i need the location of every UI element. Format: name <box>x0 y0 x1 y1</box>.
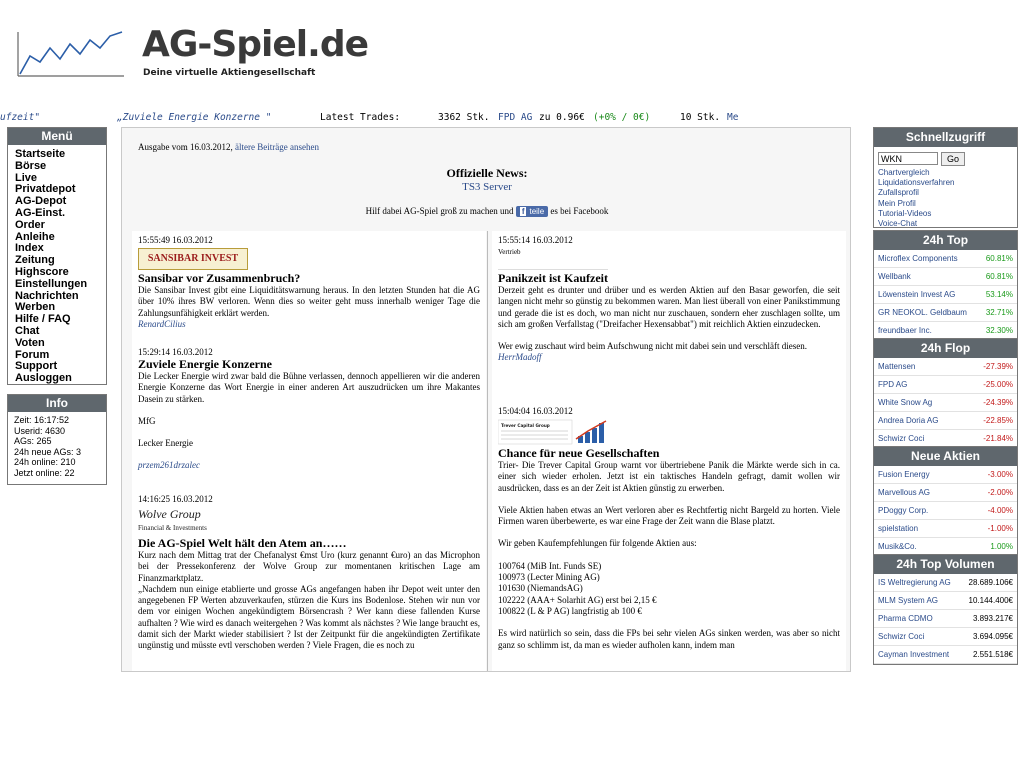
article-author[interactable]: RenardCilius <box>138 318 186 329</box>
stock-volume: 2.551.518€ <box>972 650 1013 659</box>
menu-link[interactable]: Startseite <box>15 148 66 160</box>
new-stock-row[interactable] <box>874 484 1017 502</box>
stock-name[interactable]: MLM System AG <box>878 596 939 605</box>
ticker-trade1-qty: 3362 Stk. <box>438 112 490 123</box>
sansibar-logo: SANSIBAR INVEST <box>138 248 248 270</box>
site-title[interactable]: AG-Spiel.de <box>142 24 369 65</box>
article-author[interactable]: HerrMadoff <box>498 352 542 363</box>
stock-change: -4.00% <box>987 506 1013 515</box>
top-volume-box <box>873 554 1018 665</box>
article-time: 15:04:04 16.03.2012 <box>498 406 573 416</box>
article-energie <box>138 347 480 470</box>
menu-link[interactable]: Hilfe / FAQ <box>15 313 71 326</box>
article-title[interactable]: Zuviele Energie Konzerne <box>138 357 272 371</box>
flop-row[interactable] <box>874 412 1017 430</box>
quick-link-voice-chat[interactable]: Voice-Chat <box>878 219 918 229</box>
info-24h-online: 24h online: 210 <box>14 457 76 468</box>
info-title: Info <box>8 395 106 412</box>
volume-row[interactable] <box>874 628 1017 646</box>
quick-access-box <box>873 127 1018 228</box>
article-body-4: Es wird natürlich so sein, dass die FPs bei sehr vielen AGs sinken werden, was aber so nicht ganz so schlimm ist, da man es wieder aufholen kann, indem man <box>498 628 840 650</box>
ticker-quote[interactable]: „Zuviele Energie Konzerne " <box>117 112 272 123</box>
stock-name[interactable]: freundbaer Inc. <box>878 326 932 335</box>
quick-link-zufallsprofil[interactable]: Zufallsprofil <box>878 188 919 198</box>
facebook-share-label: teile <box>529 207 545 217</box>
top-row[interactable] <box>874 268 1017 286</box>
stock-change: 60.81% <box>985 254 1013 263</box>
stock-volume: 3.694.095€ <box>972 632 1013 641</box>
info-box <box>7 394 107 485</box>
info-now-online: Jetzt online: 22 <box>14 467 75 478</box>
stock-name[interactable]: IS Weltregierung AG <box>878 578 951 587</box>
top-24h-title: 24h Top <box>874 231 1017 250</box>
stock-name[interactable]: spielstation <box>878 524 919 533</box>
article-title[interactable]: Die AG-Spiel Welt hält den Atem an…… <box>138 536 347 550</box>
stock-volume: 3.893.217€ <box>972 614 1013 623</box>
article-time: 15:29:14 16.03.2012 <box>138 347 213 357</box>
new-stock-row[interactable] <box>874 502 1017 520</box>
article-sign-name: Lecker Energie <box>138 438 194 449</box>
stock-change: -3.00% <box>987 470 1013 479</box>
stock-volume: 28.689.106€ <box>968 578 1013 587</box>
facebook-f-icon: f <box>521 207 525 217</box>
quick-link-tutorial-videos[interactable]: Tutorial-Videos <box>878 208 932 218</box>
trever-logo-label: Trever Capital Group <box>501 423 550 428</box>
menu-link[interactable]: Highscore <box>15 265 69 278</box>
article-time: 15:55:14 16.03.2012 <box>498 235 573 245</box>
article-sign-mfg: MfG <box>138 415 156 426</box>
recommendation-item: 100822 (L & P AG) langfristig ab 100 € <box>498 605 642 616</box>
edition-line <box>138 142 319 152</box>
menu-link[interactable]: Börse <box>15 159 47 172</box>
stock-name[interactable]: Pharma CDMO <box>878 614 933 623</box>
stock-volume: 10.144.400€ <box>968 596 1013 605</box>
top-row[interactable] <box>874 286 1017 304</box>
article-body: Die Sansibar Invest gibt eine Liquiditätswarnung heraus. In den letzten Stunden hat die AG über 10% ihres BW verloren. Wenn dies so weiter geht muss innerhalb weniger Tage die Zahlungsunfähigkeit erklärt werden. <box>138 285 480 318</box>
menu-link[interactable]: Forum <box>15 348 50 361</box>
article-body: Kurz nach dem Mittag trat der Chefanalyst €mst Uro (kurz genannt €uro) an das Microphon bei der Pressekonferenz der Wolve Group zur momentanen kritischen Lage am Finanzmarktplatz. <box>138 550 480 583</box>
article-body-2: „Nachdem nun einige etablierte und grosse AGs angefangen haben ihr Depot weit unter den angegebenen FP Werten abzuverkaufen, stürzen die Kurs ins Bodenlose. Stehen wir nun vor dem vor einigen Wochen angekündigtem Börsencrash ? Wer kann diese fallenden Kurse aufhalten ? Wie wird es danach weitergehen ? Was kommt als nächstes ? Wie lange braucht es, damit sich der Markt wieder stabilisiert ? Ist der Zeitpunkt für die angekündigten Zertifikate ungünstig und müsste evtl verschoben werden ? Viele Fragen, die es noch zu <box>138 583 480 651</box>
menu-link[interactable]: Nachrichten <box>15 289 79 302</box>
article-title[interactable]: Panikzeit ist Kaufzeit <box>498 271 608 285</box>
stock-change: -24.39% <box>983 398 1013 407</box>
facebook-line <box>122 206 851 217</box>
new-stock-row[interactable] <box>874 466 1017 484</box>
article-body-2: Wer ewig zuschaut wird beim Aufschwung nicht mit dabei sein und verschläft diesen. <box>498 341 807 352</box>
article-time: 14:16:25 16.03.2012 <box>138 494 213 504</box>
ticker-trade2-name[interactable]: Me <box>727 112 739 123</box>
stock-name[interactable]: Fusion Energy <box>878 470 930 479</box>
news-ticker <box>0 112 1024 126</box>
older-posts-link[interactable]: ältere Beiträge ansehen <box>235 142 319 152</box>
recommendation-item: 102222 (AAA+ Solarhit AG) erst bei 2,15 € <box>498 594 657 605</box>
stock-change: -27.39% <box>983 362 1013 371</box>
new-stocks-title: Neue Aktien <box>874 447 1017 466</box>
info-time: Zeit: 16:17:52 <box>14 415 70 425</box>
ticker-trade1-change: (+0% / 0€) <box>593 112 651 123</box>
menu-link[interactable]: Order <box>15 218 45 231</box>
article-sansibar <box>138 235 480 329</box>
menu-link[interactable]: AG-Einst. <box>15 206 66 219</box>
edition-date: Ausgabe vom 16.03.2012, <box>138 142 233 152</box>
stock-change: -22.85% <box>983 416 1013 425</box>
quick-access-title: Schnellzugriff <box>874 128 1017 147</box>
stock-change: 1.00% <box>990 542 1013 551</box>
facebook-share-button[interactable] <box>516 206 548 217</box>
ticker-latest-label: Latest Trades: <box>320 112 401 123</box>
flop-row[interactable] <box>874 394 1017 412</box>
stock-change: 32.30% <box>985 326 1013 335</box>
volume-row[interactable] <box>874 592 1017 610</box>
article-title[interactable]: Sansibar vor Zusammenbruch? <box>138 271 301 285</box>
stock-name[interactable]: FPD AG <box>878 380 908 389</box>
quick-link-mein-profil[interactable]: Mein Profil <box>878 198 916 208</box>
recommendation-item: 100764 (MiB Int. Funds SE) <box>498 560 602 571</box>
official-news-title: Offizielle News: <box>446 166 528 180</box>
info-new-ags: 24h neue AGs: 3 <box>14 446 82 457</box>
go-button[interactable]: Go <box>941 152 965 166</box>
menu-link[interactable]: Anleihe <box>15 230 55 243</box>
stock-name[interactable]: Musik&Co. <box>878 542 917 551</box>
stock-change: 53.14% <box>985 290 1013 299</box>
article-chance <box>498 406 840 651</box>
menu-link[interactable]: Voten <box>15 336 45 349</box>
stock-change: 32.71% <box>985 308 1013 317</box>
article-wolve <box>138 494 480 652</box>
new-stocks-box <box>873 446 1018 555</box>
stock-name[interactable]: Marvellous AG <box>878 488 931 497</box>
stock-change: -2.00% <box>987 488 1013 497</box>
news-column-left <box>132 231 486 672</box>
stock-change: -21.84% <box>983 434 1013 443</box>
stock-name[interactable]: Wellbank <box>878 272 911 281</box>
volume-row[interactable] <box>874 610 1017 628</box>
stock-name[interactable]: Microflex Components <box>878 254 958 263</box>
menu-link[interactable]: Index <box>15 242 44 255</box>
flop-row[interactable] <box>874 358 1017 376</box>
article-title[interactable]: Chance für neue Gesellschaften <box>498 446 660 460</box>
stock-name[interactable]: Löwenstein Invest AG <box>878 290 956 299</box>
article-panikzeit <box>498 235 840 362</box>
article-author[interactable]: przem261drzalec <box>138 460 200 471</box>
recommendation-item: 101630 (NiemandsAG) <box>498 583 583 594</box>
menu-link[interactable]: Werben <box>15 301 56 314</box>
quick-links <box>878 168 1013 229</box>
top-volume-title: 24h Top Volumen <box>874 555 1017 574</box>
wkn-search-form <box>878 151 1013 166</box>
stock-name[interactable]: Schwizr Coci <box>878 632 925 641</box>
facebook-pre-text: Hilf dabei AG-Spiel groß zu machen und <box>365 206 514 216</box>
stock-name[interactable]: PDoggy Corp. <box>878 506 929 515</box>
menu-link[interactable]: Chat <box>15 324 40 337</box>
wolve-logo-text: Wolve Group <box>138 507 201 521</box>
article-body-3: Wir geben Kaufempfehlungen für folgende Aktien aus: <box>498 538 697 549</box>
menu-title: Menü <box>8 128 106 145</box>
stock-change: -1.00% <box>987 524 1013 533</box>
top-row[interactable] <box>874 304 1017 322</box>
ticker-trade1-price: zu 0.96€ <box>539 112 585 123</box>
wolve-group-logo <box>138 507 246 535</box>
trever-capital-chart-icon <box>498 419 608 445</box>
site-subtitle: Deine virtuelle Aktiengesellschaft <box>143 68 316 78</box>
flop-row[interactable] <box>874 376 1017 394</box>
ticker-trade2-qty: 10 Stk. <box>680 112 721 123</box>
menu-item-ausloggen[interactable] <box>15 373 106 385</box>
volume-row[interactable] <box>874 646 1017 664</box>
ticker-trade1-name[interactable]: FPD AG <box>498 112 533 123</box>
menu-link[interactable]: Privatdepot <box>15 183 76 196</box>
top-row[interactable] <box>874 250 1017 268</box>
flop-24h-title: 24h Flop <box>874 339 1017 358</box>
info-list <box>8 412 106 479</box>
article-body: Die Lecker Energie wird zwar bald die Bühne verlassen, dennoch appellieren wir die anderen Energie Konzerne das Wort Energie in einer anderen Art auszudrücken um ihre Makantes Dasein zu stärken. <box>138 371 480 404</box>
facebook-post-text: es bei Facebook <box>550 206 609 216</box>
menu-link[interactable]: Zeitung <box>15 254 55 267</box>
stock-change: -25.00% <box>983 380 1013 389</box>
article-body: Derzeit geht es drunter und drüber und es werden Aktien auf den Basar geworfen, die seit langen nicht mehr so günstig zu bekommen waren. Man liest überall von einer Panikstimmung und gerade die ist es doch, wo man nicht nur zuschauen, sondern eher zuschlagen sollte, um sich am großen Verfallstag ("Dreifacher Hexensabbat") mit reichlich Aktien einzudecken. <box>498 285 840 329</box>
menu-link[interactable]: Einstellungen <box>15 277 88 290</box>
wolve-logo-sub: Financial & Investments <box>138 524 207 532</box>
info-ags: AGs: 265 <box>14 436 52 447</box>
flop-24h-box <box>873 338 1018 447</box>
menu-box <box>7 127 107 385</box>
stock-name[interactable]: GR NEOKOL. Geldbaum <box>878 308 967 317</box>
top-24h-box <box>873 230 1018 339</box>
stock-name[interactable]: Schwizr Coci <box>878 434 925 443</box>
menu-link[interactable]: Ausloggen <box>15 372 72 385</box>
article-time: 15:55:49 16.03.2012 <box>138 235 213 245</box>
stock-name[interactable]: Cayman Investment <box>878 650 950 659</box>
vertrieb-logo: Vertrieb <box>498 248 608 270</box>
news-column-right <box>492 231 846 672</box>
quick-link-chartvergleich[interactable]: Chartvergleich <box>878 168 930 177</box>
menu-list <box>8 145 106 385</box>
main-content <box>121 127 851 672</box>
stock-change: 60.81% <box>985 272 1013 281</box>
recommendation-item: 100973 (Lecter Mining AG) <box>498 572 600 583</box>
article-body: Trier- Die Trever Capital Group warnt vor übertriebene Panik die Märkte werde sich in ca. einer sich wieder erholen. Jetzt ist ein taktisches Handeln gefragt, damit wollen wir ausdrücken, dass es an der Zeit ist Aktien günstig zu erwerben. <box>498 460 840 493</box>
wkn-input[interactable] <box>878 152 938 165</box>
quick-link-liquidationsverfahren[interactable]: Liquidationsverfahren <box>878 178 955 188</box>
column-divider <box>487 231 488 672</box>
article-body-2: Viele Aktien haben etwas an Wert verloren aber es Rechtfertig nicht Bargeld zu horten. Viele Firmen waren überbewerte, es war eine Frage der Zeit wann die Blase platzt. <box>498 504 840 527</box>
stock-name[interactable]: Andrea Doria AG <box>878 416 939 425</box>
volume-row[interactable] <box>874 574 1017 592</box>
menu-link[interactable]: AG-Depot <box>15 195 67 208</box>
menu-link[interactable]: Live <box>15 171 38 184</box>
official-news-link[interactable]: TS3 Server <box>462 181 512 193</box>
info-userid: Userid: 4630 <box>14 425 66 436</box>
ticker-fragment[interactable]: ufzeit" <box>0 112 41 123</box>
logo-chart-icon[interactable] <box>12 26 132 82</box>
menu-link[interactable]: Support <box>15 360 58 373</box>
stock-name[interactable]: Mattensen <box>878 362 916 371</box>
stock-name[interactable]: White Snow Ag <box>878 398 933 407</box>
new-stock-row[interactable] <box>874 520 1017 538</box>
